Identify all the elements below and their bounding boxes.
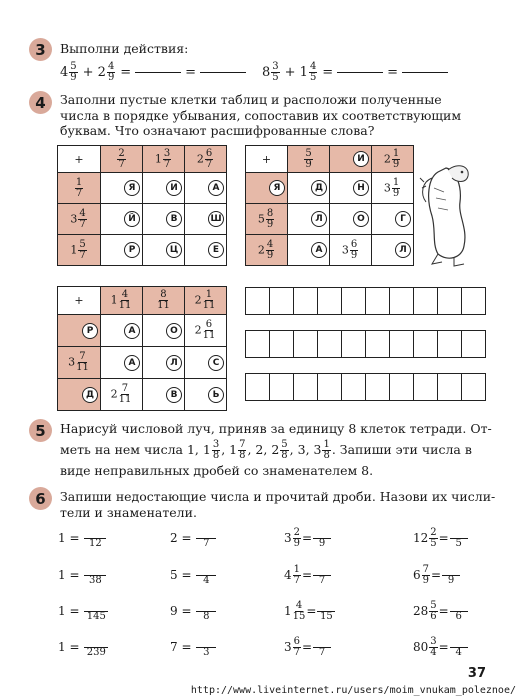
letter-circle: Д	[82, 387, 98, 403]
equation-row: 9 = 8	[170, 601, 217, 622]
letter-circle: Л	[311, 211, 327, 227]
letter-circle: А	[208, 180, 224, 196]
equation-row: 1 $\frac{4}{15}$ = 15	[284, 601, 336, 622]
letter-circle: Ц	[166, 242, 182, 258]
task-3-expression-2: 8 $\frac{3}{5}$ + 1 $\frac{4}{5}$ = =	[262, 62, 448, 83]
letter-circle: Ш	[208, 211, 224, 227]
task-5-line-2c: . Запиши эти числа в	[331, 442, 472, 457]
task-4-text: Заполни пустые клетки таблиц и расположи полученные числа в порядке убывания, сопоставив их соответствующим буквам. Что означают расшифрованные слова?	[60, 92, 462, 138]
letter-circle: Ь	[208, 387, 224, 403]
equation-row: 1 = 38	[58, 565, 107, 586]
letter-circle: А	[124, 323, 140, 339]
letter-circle: Й	[124, 211, 140, 227]
addition-table-2: + $\frac{5}{9}$ И 2 $\frac{1}{9}$ Я Д Н 3 $\frac{1}{9}$ 5 $\frac{8}{9}$ Л О Г 2 $\frac{4}{9}$ А 3 $\frac{6}{9}$ Л	[245, 145, 414, 266]
letter-circle: Р	[124, 242, 140, 258]
letter-circle: В	[166, 211, 182, 227]
equation-row: 12 $\frac{2}{5}$ = 5	[413, 528, 469, 549]
letter-circle: Д	[311, 180, 327, 196]
task-5-line-2b: 3, 3	[297, 442, 322, 457]
footer-url: http://www.liveinternet.ru/users/moim_vnukam_poleznoe/	[0, 685, 522, 699]
letter-circle: Я	[269, 180, 285, 196]
equation-row: 7 = 3	[170, 637, 217, 658]
letter-circle: С	[208, 355, 224, 371]
equation-row: 6 $\frac{7}{9}$ = 9	[413, 565, 461, 586]
task-5-line-3: виде неправильных дробей со знаменателем 8.	[60, 463, 374, 478]
task-number-badge: 3	[29, 38, 52, 61]
letter-circle: Р	[82, 323, 98, 339]
letter-circle: О	[166, 323, 182, 339]
goose-illustration	[418, 158, 476, 270]
page-number: 37	[467, 666, 486, 681]
letter-circle: Г	[395, 211, 411, 227]
letter-circle: Е	[208, 242, 224, 258]
plus-sign: +	[58, 287, 101, 315]
task-5-line-1: Нарисуй числовой луч, приняв за единицу 8 клеток тетради. От-	[60, 421, 492, 436]
plus-sign: +	[246, 146, 288, 173]
task-5-line-2: меть на нем числа 1, 1 $\frac{3}{8}$ , 1 $\frac{7}{8}$ , 2, 2 $\frac{5}{8}$ , 3, 3 $\frac{1}{8}$ . Запиши эти числа в	[60, 439, 472, 461]
addition-table-1: + $\frac{2}{7}$ 1 $\frac{3}{7}$ 2 $\frac{6}{7}$ $\frac{1}{7}$ Я И А 3 $\frac{4}{7}$ Й В Ш 1 $\frac{5}{7}$ Р Ц Е	[57, 145, 227, 266]
task-5-line-2a: меть на нем числа 1,	[60, 442, 199, 457]
task-3-text: Выполни действия:	[60, 41, 189, 56]
addition-table-3: + 1 $\frac{4}{11}$ $\frac{8}{11}$ 2 $\frac{1}{11}$ Р А О 2 $\frac{6}{11}$ 3 $\frac{7}{11}$ А Л С Д 2 $\frac{7}{11}$ В Ь	[57, 286, 227, 411]
answer-grid-1	[245, 287, 486, 315]
answer-grid-2	[245, 330, 486, 358]
equation-row: 2 = 7	[170, 528, 217, 549]
task-number-badge: 5	[29, 419, 52, 442]
equation-row: 1 = 239	[58, 637, 109, 658]
task-6-line-2: тели и знаменатели.	[60, 505, 197, 520]
answer-grid-3	[245, 373, 486, 401]
task-3-expression-1: 4 $\frac{5}{9}$ + 2 $\frac{4}{9}$ = =	[60, 62, 246, 83]
equation-row: 3 $\frac{2}{9}$ = 9	[284, 528, 332, 549]
equation-row: 1 = 12	[58, 528, 107, 549]
letter-circle: О	[353, 211, 369, 227]
letter-circle: А	[311, 242, 327, 258]
task-number-badge: 4	[29, 91, 52, 114]
letter-circle: Л	[166, 355, 182, 371]
task-6-line-1: Запиши недостающие числа и прочитай дроби. Назови их числи-	[60, 489, 496, 504]
equation-row: 80 $\frac{3}{4}$ = 4	[413, 637, 469, 658]
letter-circle: В	[166, 387, 182, 403]
plus-sign: +	[58, 146, 101, 173]
letter-circle: И	[353, 151, 369, 167]
task-number-badge: 6	[29, 487, 52, 510]
letter-circle: Я	[124, 180, 140, 196]
equation-row: 28 $\frac{5}{6}$ = 6	[413, 601, 469, 622]
equation-row: 4 $\frac{1}{7}$ = 7	[284, 565, 332, 586]
letter-circle: А	[124, 355, 140, 371]
letter-circle: И	[166, 180, 182, 196]
letter-circle: Л	[395, 242, 411, 258]
letter-circle: Н	[353, 180, 369, 196]
equation-row: 3 $\frac{6}{7}$ = 7	[284, 637, 332, 658]
equation-row: 5 = 4	[170, 565, 217, 586]
equation-row: 1 = 145	[58, 601, 109, 622]
